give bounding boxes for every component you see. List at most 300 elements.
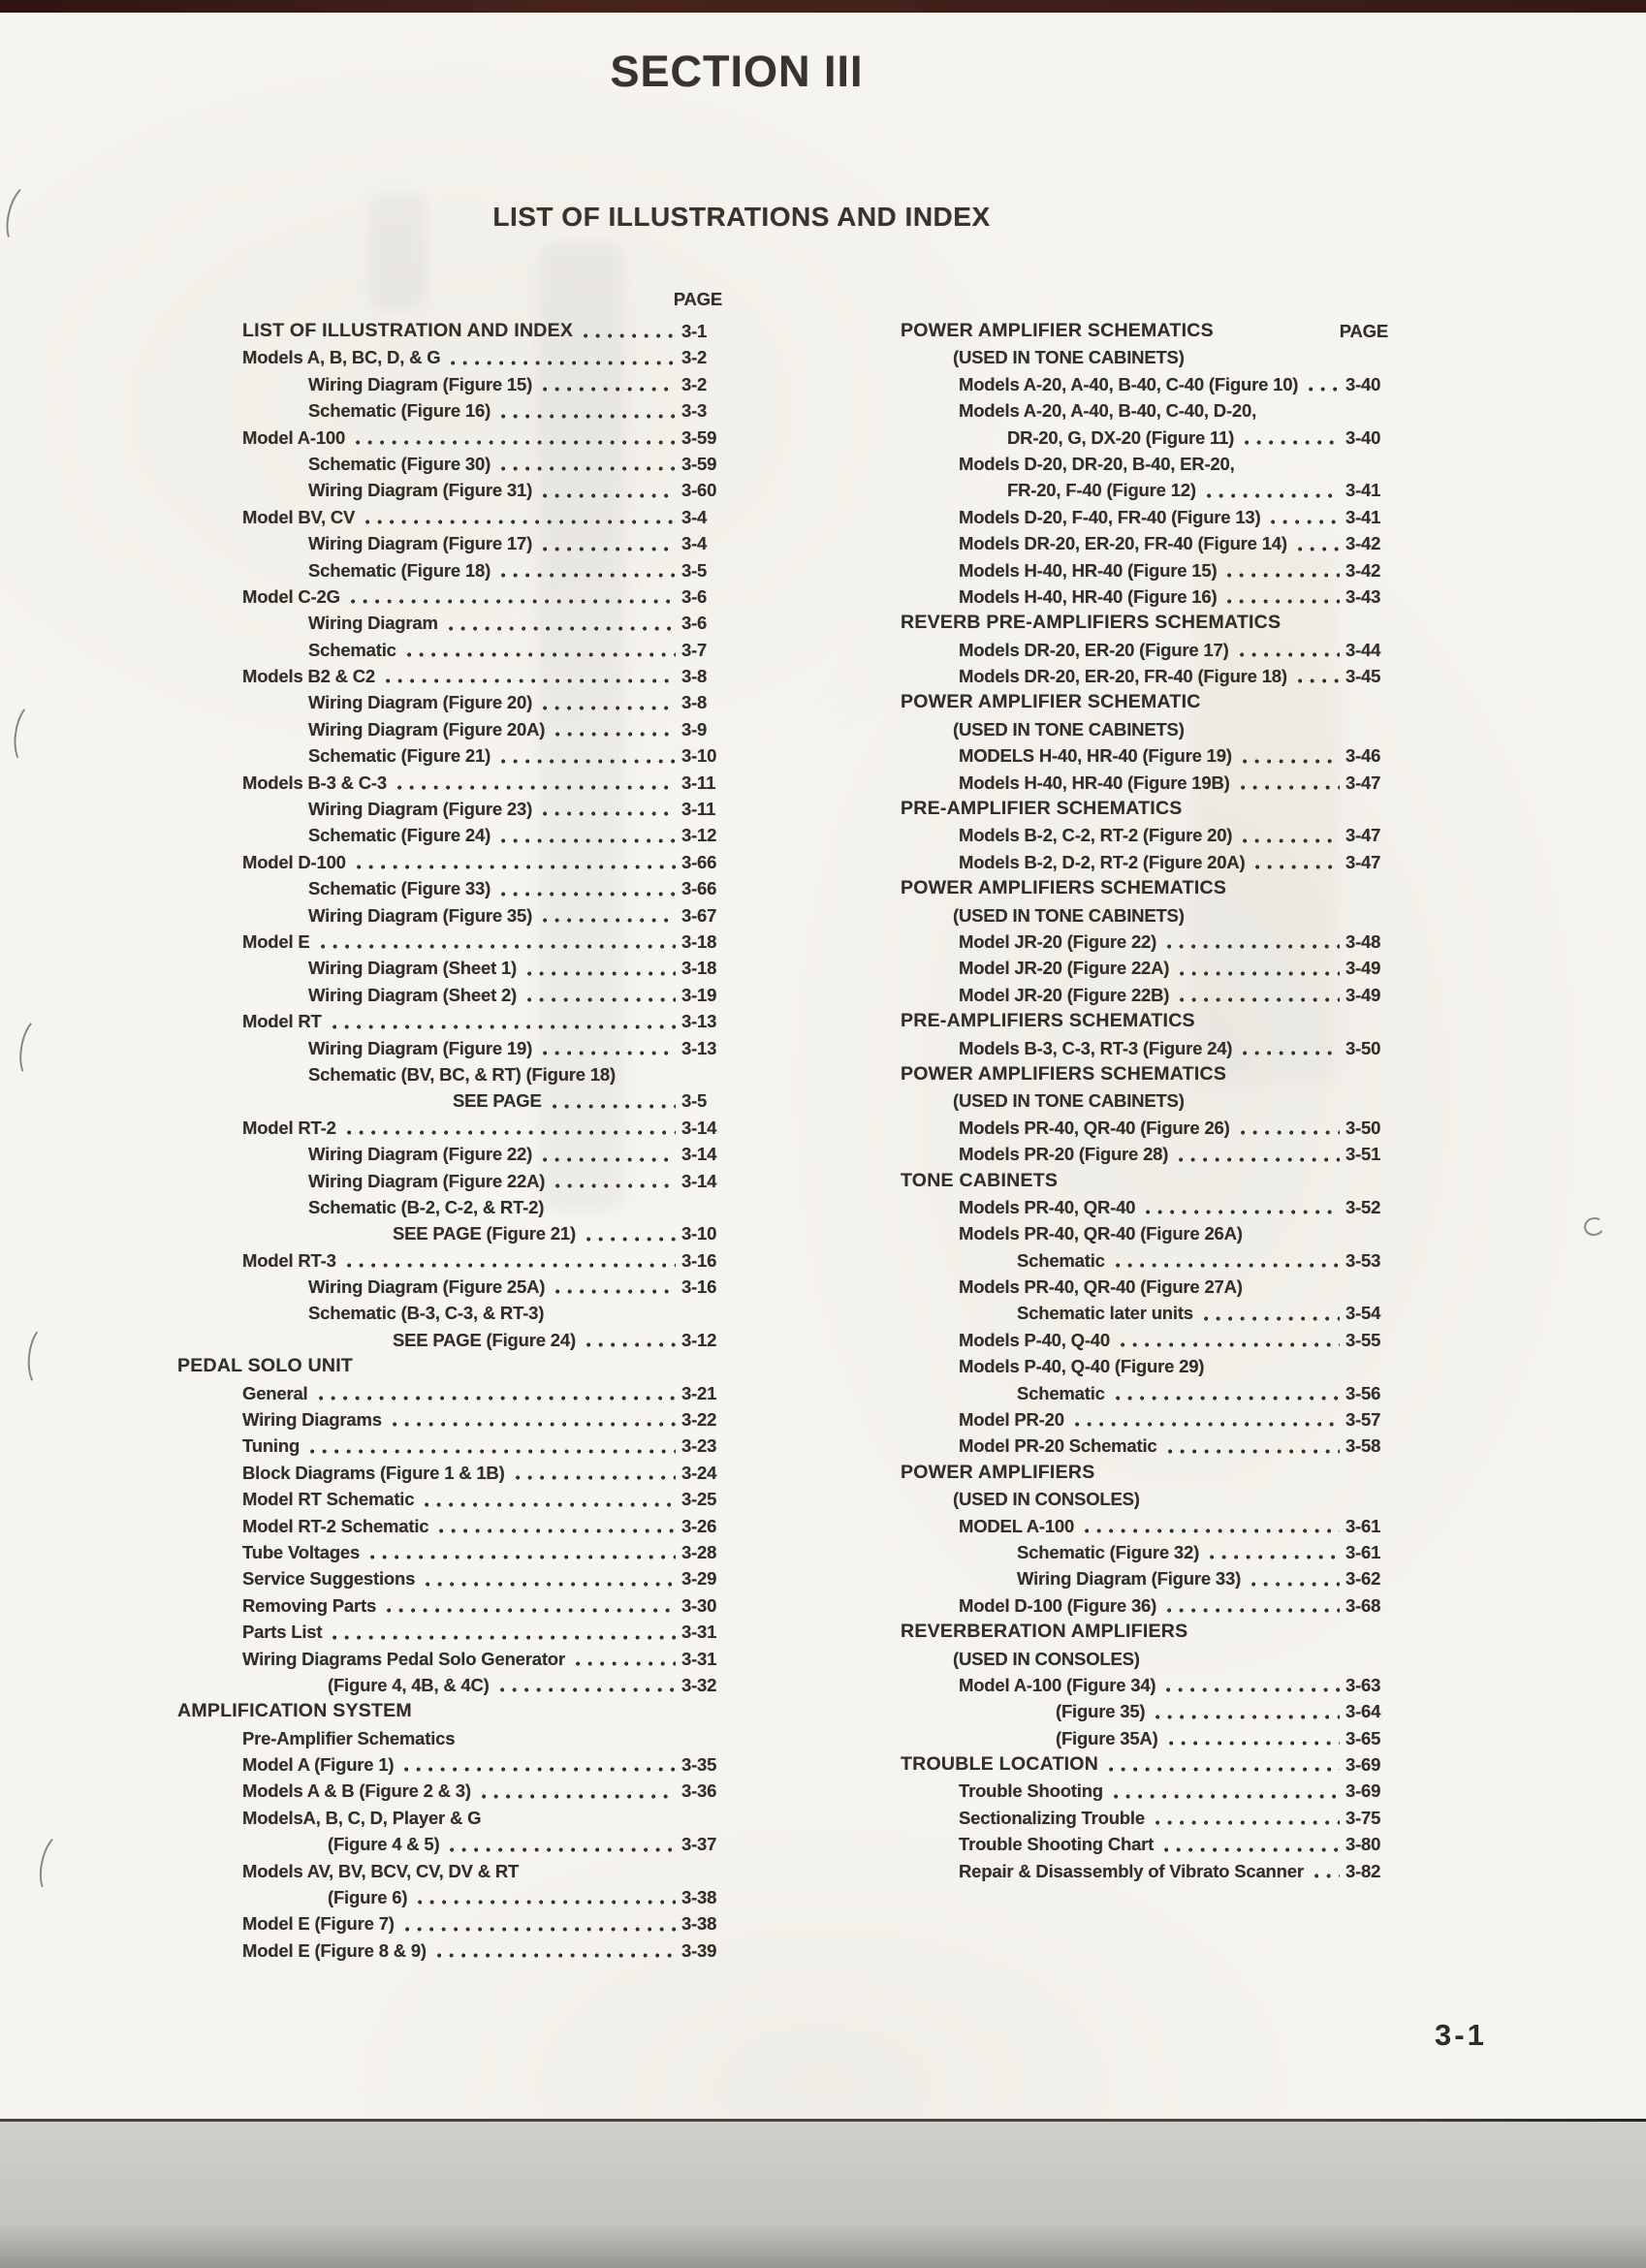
- toc-entry: [901, 1300, 1388, 1326]
- toc-entry-page: 3-18: [681, 930, 717, 952]
- toc-entry: [901, 689, 1388, 715]
- dot-leader: [1203, 493, 1340, 498]
- toc-entry: [901, 1513, 1388, 1539]
- toc-entry-label: POWER AMPLIFIERS: [901, 1461, 1095, 1483]
- toc-entry-label: Sectionalizing Trouble: [959, 1807, 1145, 1828]
- toc-entry-label: Schematic: [1017, 1249, 1105, 1271]
- toc-entry-page: 3-19: [681, 984, 717, 1005]
- toc-entry: [901, 955, 1388, 981]
- toc-entry: [165, 504, 722, 530]
- toc-entry: [165, 637, 722, 663]
- toc-entry: [901, 530, 1388, 556]
- toc-entry-label: Tube Voltages: [242, 1541, 361, 1562]
- toc-entry-label: Models A-20, A-40, B-40, C-40, D-20,: [959, 400, 1257, 422]
- toc-entry-label: Models D-20, F-40, FR-40 (Figure 13): [959, 506, 1261, 527]
- toc-entry-label: POWER AMPLIFIER SCHEMATICS: [901, 320, 1214, 341]
- toc-entry: [901, 477, 1388, 503]
- dot-leader: [1200, 1316, 1340, 1321]
- toc-entry: [901, 318, 1388, 344]
- toc-entry-label: ModelsA, B, C, D, Player & G: [242, 1807, 482, 1828]
- dot-leader: [1239, 759, 1340, 764]
- toc-entry-label: Models B-2, D-2, RT-2 (Figure 20A): [959, 851, 1246, 872]
- toc-entry: [165, 1565, 722, 1591]
- toc-entry-page: 3-45: [1345, 666, 1381, 687]
- dot-leader: [539, 1157, 676, 1162]
- dot-leader: [1152, 1820, 1340, 1825]
- dot-leader: [394, 785, 676, 790]
- toc-entry-label: Models PR-40, QR-40 (Figure 26A): [959, 1223, 1243, 1244]
- toc-entry-label: Wiring Diagram (Figure 20A): [308, 718, 546, 740]
- dot-leader: [1081, 1528, 1340, 1533]
- toc-entry: [901, 1778, 1388, 1804]
- toc-entry-label: Schematic (Figure 32): [1017, 1541, 1200, 1562]
- dot-leader: [1152, 1715, 1340, 1719]
- toc-entry-label: Wiring Diagram (Figure 25A): [308, 1276, 546, 1298]
- dot-leader: [1165, 1741, 1340, 1746]
- toc-entry: [901, 742, 1388, 769]
- toc-entry: [165, 397, 722, 424]
- toc-entry-page: 3-42: [1345, 559, 1381, 581]
- toc-entry-label: Wiring Diagram (Figure 20): [308, 692, 533, 713]
- dot-leader: [1236, 652, 1340, 657]
- toc-entry-page: 3-31: [681, 1648, 717, 1669]
- toc-entry-label: Trouble Shooting Chart: [959, 1834, 1155, 1855]
- toc-entry-page: 3-80: [1345, 1834, 1381, 1855]
- toc-entry-page: 3-22: [681, 1409, 717, 1431]
- dot-leader: [1147, 1661, 1340, 1666]
- dot-leader: [551, 1316, 676, 1321]
- dot-leader: [1117, 1342, 1340, 1347]
- toc-entry: [901, 1008, 1388, 1034]
- dot-leader: [360, 1370, 676, 1374]
- dot-leader: [315, 1396, 677, 1401]
- toc-entry: [165, 1061, 722, 1087]
- toc-entry: [165, 557, 722, 583]
- toc-entry-label: Model C-2G: [242, 585, 340, 607]
- toc-entry-page: 3-49: [1345, 984, 1381, 1005]
- toc-entry-label: Model A (Figure 1): [242, 1754, 395, 1776]
- toc-entry: [165, 1087, 722, 1114]
- toc-entry-label: Wiring Diagram (Figure 15): [308, 373, 533, 394]
- toc-entry: [165, 1406, 722, 1433]
- dot-leader: [353, 865, 676, 869]
- toc-entry-page: 3-6: [681, 613, 708, 634]
- dot-leader: [1233, 892, 1340, 897]
- toc-entry-label: Schematic: [1017, 1382, 1105, 1403]
- toc-entry-label: Wiring Diagram (Figure 22A): [308, 1170, 546, 1191]
- toc-entry: [165, 1592, 722, 1619]
- toc-entry-label: PEDAL SOLO UNIT: [177, 1355, 354, 1377]
- toc-entry-label: Models DR-20, ER-20 (Figure 17): [959, 639, 1229, 660]
- toc-entry: [165, 1778, 722, 1804]
- toc-entry: [901, 849, 1388, 875]
- toc-entry-page: 3-5: [681, 1090, 708, 1112]
- hole-punch-mark: [16, 1016, 55, 1082]
- toc-entry: [165, 451, 722, 477]
- toc-entry-page: 3-12: [681, 1329, 717, 1350]
- toc-entry: [901, 425, 1388, 451]
- dot-leader: [539, 1051, 676, 1055]
- section-title: SECTION III: [610, 47, 864, 96]
- toc-entry-label: REVERB PRE-AMPLIFIERS SCHEMATICS: [901, 612, 1282, 634]
- toc-entry-label: Tuning: [242, 1435, 301, 1457]
- toc-entry-page: 3-57: [1345, 1409, 1381, 1431]
- toc-entry-label: Model JR-20 (Figure 22B): [959, 984, 1170, 1005]
- toc-entry-page: 3-43: [1345, 585, 1381, 607]
- toc-entry-page: 3-63: [1345, 1674, 1381, 1695]
- toc-entry-page: 3-75: [1345, 1807, 1381, 1828]
- dot-leader: [1250, 1289, 1340, 1294]
- toc-entry-label: Schematic (Figure 21): [308, 745, 491, 767]
- toc-entry-page: 3-66: [681, 851, 717, 872]
- toc-entry-page: 3-4: [681, 506, 708, 527]
- toc-entry: [901, 1486, 1388, 1512]
- dot-leader: [1242, 466, 1340, 471]
- toc-entry-label: Schematic (BV, BC, & RT) (Figure 18): [308, 1063, 616, 1085]
- toc-entry: [901, 796, 1388, 822]
- toc-entry: [901, 1087, 1388, 1114]
- toc-entry-label: Model RT-3: [242, 1249, 336, 1271]
- dot-leader: [1263, 414, 1340, 419]
- toc-entry-label: Models B2 & C2: [242, 666, 376, 687]
- toc-entry-page: 3-29: [681, 1568, 717, 1590]
- dot-leader: [1239, 838, 1340, 843]
- toc-entry-label: Models AV, BV, BCV, CV, DV & RT: [242, 1860, 520, 1881]
- dot-leader: [389, 1422, 676, 1427]
- toc-entry-label: Models A, B, BC, D, & G: [242, 347, 441, 368]
- dot-leader: [539, 918, 676, 923]
- toc-entry-page: 3-47: [1345, 851, 1381, 872]
- toc-entry-page: 3-13: [681, 1011, 717, 1032]
- toc-entry: [165, 822, 722, 848]
- toc-entry: [901, 902, 1388, 929]
- toc-entry-page: 3-38: [681, 1913, 717, 1935]
- toc-entry-page: 3-1: [681, 321, 708, 341]
- toc-entry: [901, 451, 1388, 477]
- dot-leader: [1191, 918, 1340, 923]
- toc-entry-page: 3-38: [681, 1887, 717, 1908]
- toc-entry-page: 3-7: [681, 639, 708, 660]
- toc-entry: [901, 397, 1388, 424]
- toc-entry: [165, 1672, 722, 1698]
- toc-entry-page: 3-54: [1345, 1303, 1381, 1324]
- dot-leader: [1223, 599, 1340, 604]
- dot-leader: [539, 493, 676, 498]
- toc-left-list: [165, 318, 722, 1964]
- toc-entry-label: Models B-2, C-2, RT-2 (Figure 20): [959, 825, 1233, 846]
- hole-punch-mark: [11, 702, 48, 768]
- toc-entry-page: 3-32: [681, 1674, 717, 1695]
- toc-entry: [165, 742, 722, 769]
- toc-entry-label: POWER AMPLIFIER SCHEMATIC: [901, 691, 1201, 713]
- toc-entry: [901, 1698, 1388, 1724]
- toc-entry-page: 3-36: [681, 1780, 717, 1802]
- toc-entry: [901, 1672, 1388, 1698]
- dot-leader: [1112, 1263, 1340, 1268]
- dot-leader: [1101, 1475, 1340, 1480]
- toc-entry-page: 3-46: [1345, 745, 1381, 767]
- dot-leader: [497, 414, 676, 419]
- toc-entry: [901, 1725, 1388, 1751]
- toc-entry-page: 3-23: [681, 1435, 717, 1457]
- dot-leader: [329, 1024, 676, 1029]
- toc-entry: [901, 1565, 1388, 1591]
- dot-leader: [1110, 1794, 1340, 1799]
- dot-leader: [401, 1927, 676, 1932]
- toc-entry-label: Models PR-20 (Figure 28): [959, 1144, 1169, 1165]
- toc-entry: [165, 902, 722, 929]
- toc-entry-page: 3-6: [681, 585, 708, 607]
- toc-entry: [165, 1619, 722, 1645]
- toc-entry-label: Pre-Amplifier Schematics: [242, 1727, 456, 1748]
- toc-entry-page: 3-59: [681, 453, 717, 474]
- toc-entry-page: 3-59: [681, 426, 717, 448]
- dot-leader: [1163, 1608, 1340, 1613]
- toc-entry: [901, 1035, 1388, 1061]
- toc-entry-label: Models PR-40, QR-40 (Figure 26): [959, 1117, 1230, 1138]
- dot-leader: [422, 1582, 676, 1587]
- toc-entry-label: SEE PAGE: [453, 1090, 542, 1112]
- dot-leader: [461, 1741, 676, 1746]
- toc-entry: [165, 1008, 722, 1034]
- dot-leader: [539, 547, 676, 551]
- dot-leader: [306, 1449, 676, 1454]
- toc-entry: [165, 689, 722, 715]
- toc-entry-page: 3-42: [1345, 533, 1381, 554]
- toc-entry: [901, 1353, 1388, 1379]
- toc-right-column: [901, 318, 1388, 1884]
- toc-entry-label: Models P-40, Q-40: [959, 1329, 1110, 1350]
- dot-leader: [497, 838, 676, 843]
- dot-leader: [552, 1183, 676, 1188]
- dot-leader: [362, 520, 676, 524]
- toc-entry-label: Model E: [242, 930, 310, 952]
- dot-leader: [1305, 387, 1340, 392]
- dot-leader: [539, 811, 676, 816]
- toc-entry: [901, 1592, 1388, 1619]
- toc-entry-page: 3-35: [681, 1754, 717, 1776]
- toc-entry-label: Block Diagrams (Figure 1 & 1B): [242, 1462, 505, 1483]
- dot-leader: [447, 361, 676, 365]
- toc-entry: [901, 1646, 1388, 1672]
- toc-entry: [165, 1168, 722, 1194]
- toc-entry: [901, 1406, 1388, 1433]
- dot-leader: [1233, 1077, 1340, 1082]
- toc-entry-page: 3-10: [681, 745, 717, 767]
- dot-leader: [1176, 997, 1340, 1002]
- toc-entry-page: 3-65: [1345, 1727, 1381, 1748]
- toc-entry: [901, 1433, 1388, 1459]
- toc-entry: [165, 1725, 722, 1751]
- toc-entry-page: 3-66: [681, 878, 717, 899]
- dot-leader: [317, 944, 676, 949]
- toc-entry: [901, 822, 1388, 848]
- toc-entry-label: (USED IN TONE CABINETS): [953, 1090, 1185, 1112]
- toc-entry-page: 3-47: [1345, 825, 1381, 846]
- toc-entry: [901, 371, 1388, 397]
- toc-entry: [165, 344, 722, 370]
- toc-right-list: [901, 318, 1388, 1884]
- dot-leader: [433, 1953, 676, 1958]
- toc-entry-page: 3-61: [1345, 1515, 1381, 1536]
- toc-entry-label: Model RT-2 Schematic: [242, 1515, 429, 1536]
- toc-entry-label: TROUBLE LOCATION: [901, 1753, 1099, 1776]
- toc-entry-label: Parts List: [242, 1622, 323, 1643]
- toc-entry-page: 3-24: [681, 1462, 717, 1483]
- toc-entry-label: Schematic (B-2, C-2, & RT-2): [308, 1196, 545, 1217]
- toc-entry-label: (Figure 6): [328, 1887, 408, 1908]
- toc-entry: [165, 1539, 722, 1565]
- toc-entry-label: FR-20, F-40 (Figure 12): [1007, 480, 1196, 501]
- toc-entry-page: 3-11: [681, 799, 716, 820]
- toc-entry-label: (Figure 35A): [1056, 1727, 1158, 1748]
- dot-leader: [446, 1847, 676, 1852]
- dot-leader: [539, 706, 676, 710]
- dot-leader: [366, 1555, 676, 1559]
- toc-entry-label: TONE CABINETS: [901, 1169, 1059, 1191]
- toc-entry-label: Schematic (Figure 30): [308, 453, 491, 474]
- toc-entry-label: Wiring Diagram (Figure 19): [308, 1037, 533, 1058]
- toc-entry-page: 3-18: [681, 958, 717, 979]
- dot-leader: [1206, 1555, 1340, 1559]
- toc-entry-page: 3-31: [681, 1622, 717, 1643]
- dot-leader: [1105, 1767, 1340, 1772]
- toc-entry: [901, 1751, 1388, 1778]
- dot-leader: [1267, 520, 1340, 524]
- toc-entry: [165, 477, 722, 503]
- toc-entry-label: PRE-AMPLIFIER SCHEMATICS: [901, 798, 1183, 820]
- dot-leader: [403, 652, 676, 657]
- toc-entry: [165, 425, 722, 451]
- toc-entry: [901, 716, 1388, 742]
- toc-entry-label: (USED IN TONE CABINETS): [953, 904, 1185, 926]
- toc-entry-label: Model RT-2: [242, 1117, 336, 1138]
- toc-entry-label: Schematic (B-3, C-3, & RT-3): [308, 1303, 545, 1324]
- toc-entry-label: Wiring Diagram (Figure 35): [308, 904, 533, 926]
- toc-entry: [165, 1433, 722, 1459]
- toc-entry: [901, 1274, 1388, 1300]
- toc-entry-page: 3-28: [681, 1541, 717, 1562]
- toc-entry: [165, 849, 722, 875]
- dot-leader: [539, 387, 676, 392]
- dot-leader: [383, 1608, 676, 1613]
- toc-entry-page: 3-26: [681, 1515, 717, 1536]
- dot-leader: [1147, 1502, 1340, 1507]
- toc-entry-page: 3-11: [681, 772, 716, 793]
- toc-entry-label: (Figure 4 & 5): [328, 1834, 440, 1855]
- dot-leader: [1189, 811, 1340, 816]
- toc-entry-page: 3-56: [1345, 1382, 1381, 1403]
- toc-entry-page: 3-10: [681, 1223, 717, 1244]
- dot-leader: [400, 1767, 676, 1772]
- toc-entry: [901, 1858, 1388, 1884]
- dot-leader: [1160, 1847, 1340, 1852]
- toc-entry: [165, 1247, 722, 1274]
- toc-entry-label: Models DR-20, ER-20, FR-40 (Figure 18): [959, 666, 1287, 687]
- toc-entry: [901, 1220, 1388, 1246]
- toc-entry: [901, 1805, 1388, 1831]
- dot-leader: [496, 1687, 676, 1692]
- toc-entry-page: 3-68: [1345, 1594, 1381, 1616]
- toc-entry: [901, 1168, 1388, 1194]
- toc-entry-page: 3-55: [1345, 1329, 1381, 1350]
- toc-entry-label: Models DR-20, ER-20, FR-40 (Figure 14): [959, 533, 1287, 554]
- dot-leader: [1294, 678, 1340, 683]
- dot-leader: [583, 1237, 676, 1242]
- toc-entry-label: (USED IN TONE CABINETS): [953, 718, 1185, 740]
- dot-leader: [1208, 706, 1340, 710]
- toc-entry-page: 3-2: [681, 373, 708, 394]
- toc-entry-page: 3-14: [681, 1117, 717, 1138]
- toc-entry-label: (USED IN TONE CABINETS): [953, 347, 1185, 368]
- toc-entry: [165, 663, 722, 689]
- toc-entry-label: SEE PAGE (Figure 24): [393, 1329, 576, 1350]
- toc-entry-page: 3-3: [681, 400, 708, 422]
- dot-leader: [478, 1794, 676, 1799]
- toc-entry: [901, 1327, 1388, 1353]
- dot-leader: [523, 971, 676, 976]
- toc-entry-label: Model E (Figure 7): [242, 1913, 395, 1935]
- toc-entry-label: Schematic (Figure 16): [308, 400, 491, 422]
- toc-entry-label: (Figure 4, 4B, & 4C): [328, 1674, 490, 1695]
- toc-entry-label: DR-20, G, DX-20 (Figure 11): [1007, 426, 1235, 448]
- toc-entry-page: 3-69: [1345, 1754, 1381, 1776]
- dot-leader: [523, 997, 676, 1002]
- dot-leader: [525, 1874, 676, 1878]
- toc-entry: [901, 610, 1388, 636]
- toc-entry: [165, 1858, 722, 1884]
- toc-entry-page: 3-30: [681, 1594, 717, 1616]
- toc-entry: [165, 1937, 722, 1964]
- toc-entry-label: Schematic (Figure 18): [308, 559, 491, 581]
- hole-punch-mark: [25, 1325, 61, 1390]
- toc-entry-page: 3-13: [681, 1037, 717, 1058]
- dot-leader: [1220, 333, 1334, 338]
- toc-entry-label: Models B-3 & C-3: [242, 772, 387, 793]
- toc-entry-page: 3-9: [681, 718, 708, 740]
- toc-entry-page: PAGE: [1339, 321, 1388, 341]
- toc-entry: [165, 371, 722, 397]
- toc-entry: [901, 663, 1388, 689]
- toc-entry-page: 3-8: [681, 692, 708, 713]
- toc-entry-label: Schematic (Figure 33): [308, 878, 491, 899]
- toc-entry: [901, 770, 1388, 796]
- toc-entry: [165, 1513, 722, 1539]
- toc-entry-label: Repair & Disassembly of Vibrato Scanner: [959, 1860, 1304, 1881]
- toc-entry: [165, 955, 722, 981]
- toc-entry-label: AMPLIFICATION SYSTEM: [177, 1700, 412, 1722]
- toc-entry-page: 3-16: [681, 1249, 717, 1271]
- dot-leader: [343, 1263, 676, 1268]
- dot-leader: [1202, 1024, 1340, 1029]
- toc-entry: [165, 318, 722, 344]
- toc-entry-label: Models A-20, A-40, B-40, C-40 (Figure 10): [959, 373, 1299, 394]
- toc-entry-label: Model RT: [242, 1011, 322, 1032]
- dot-leader: [1176, 971, 1340, 976]
- toc-entry-label: Wiring Diagram (Figure 31): [308, 480, 533, 501]
- toc-entry-label: General: [242, 1382, 308, 1403]
- toc-entry: [901, 1247, 1388, 1274]
- toc-entry-label: Models A & B (Figure 2 & 3): [242, 1780, 471, 1802]
- dot-leader: [1064, 1183, 1340, 1188]
- toc-entry: [165, 1380, 722, 1406]
- toc-entry: [165, 1486, 722, 1512]
- toc-entry: [165, 1035, 722, 1061]
- dot-leader: [1287, 626, 1340, 631]
- toc-entry-page: 3-64: [1345, 1701, 1381, 1722]
- toc-entry-label: Model PR-20 Schematic: [959, 1435, 1157, 1457]
- toc-entry: [165, 796, 722, 822]
